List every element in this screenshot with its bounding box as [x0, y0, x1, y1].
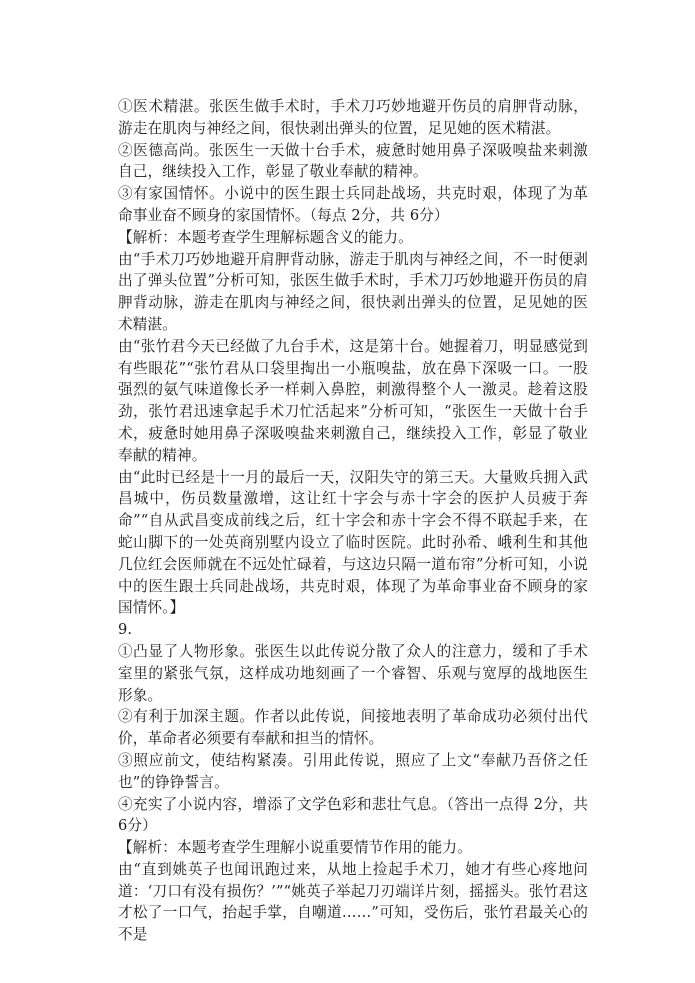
answer-9-point-3: ③照应前文，使结构紧凑。引用此传说，照应了上文“奉献乃吾侪之任也”的铮铮誓言。 — [118, 751, 588, 791]
answer-8-point-2: ②医德高尚。张医生一天做十台手术，疲惫时她用鼻子深吸嗅盐来刺激自己，继续投入工作，彰显了敬业奉献的精神。 — [118, 141, 588, 181]
analysis-8-paragraph-2: 由“张竹君今天已经做了九台手术，这是第十台。她握着刀，明显感觉到有些眼花”“张竹君从口袋里掏出一小瓶嗅盐，放在鼻下深吸一口。一股强烈的氨气味道像长矛一样刺入鼻腔，刺激得整个人一激灵。趁着这股劲，张竹君迅速拿起手术刀忙活起来”分析可知，“张医生一天做十台手术，疲惫时她用鼻子深吸嗅盐来刺激自己，继续投入工作，彰显了敬业奉献的精神。 — [118, 337, 588, 464]
analysis-9-heading: 【解析：本题考查学生理解小说重要情节作用的能力。 — [118, 839, 472, 857]
answer-9-point-4: ④充实了小说内容，增添了文学色彩和悲壮气息。（答出一点得 2分，共 6分） — [118, 795, 588, 835]
analysis-9-paragraph-1: 由“直到姚英子也闻讯跑过来，从地上捡起手术刀，她才有些心疼地问道：‘刀口有没有损伤？’”“姚英子举起刀刃端详片刻，摇摇头。张竹君这才松了一口气，抬起手掌，自嘲道……”可知，受伤后，张竹君最关心的不是 — [118, 860, 588, 944]
answer-8-point-3: ③有家国情怀。小说中的医生跟士兵同赴战场，共克时艰，体现了为革命事业奋不顾身的家国情怀。（每点 2分，共 6分） — [118, 185, 588, 224]
question-9-number: 9. — [118, 621, 133, 639]
answer-9-point-2: ②有利于加深主题。作者以此传说，间接地表明了革命成功必须付出代价，革命者必须要有奉献和担当的情怀。 — [118, 708, 588, 748]
analysis-8-paragraph-3: 由“此时已经是十一月的最后一天，汉阳失守的第三天。大量败兵拥入武昌城中，伤员数量激增，这让红十字会与赤十字会的医护人员疲于奔命”“自从武昌变成前线之后，红十字会和赤十字会不得不联起手来，在蛇山脚下的一处英商别墅内设立了临时医院。此时孙希、峨利生和其他几位红会医师就在不远处忙碌着，与这边只隔一道布帘”分析可知，小说中的医生跟士兵同赴战场，共克时艰，体现了为革命事业奋不顾身的家国情怀。】 — [118, 468, 588, 617]
answer-9-point-1: ①凸显了人物形象。张医生以此传说分散了众人的注意力，缓和了手术室里的紧张气氛，这样成功地刻画了一个睿智、乐观与宽厚的战地医生形象。 — [118, 642, 588, 704]
answer-8-point-1: ①医术精湛。张医生做手术时，手术刀巧妙地避开伤员的肩胛背动脉，游走在肌肉与神经之间，很快剥出弹头的位置，足见她的医术精湛。 — [118, 98, 588, 137]
analysis-8-paragraph-1: 由“手术刀巧妙地避开肩胛背动脉，游走于肌肉与神经之间，不一时便剥出了弹头位置”分析可知，张医生做手术时，手术刀巧妙地避开伤员的肩胛背动脉，游走在肌肉与神经之间，很快剥出弹头的位置，足见她的医术精湛。 — [118, 250, 588, 333]
document-page — [118, 96, 588, 946]
analysis-8-heading: 【解析：本题考查学生理解标题含义的能力。 — [118, 228, 413, 246]
